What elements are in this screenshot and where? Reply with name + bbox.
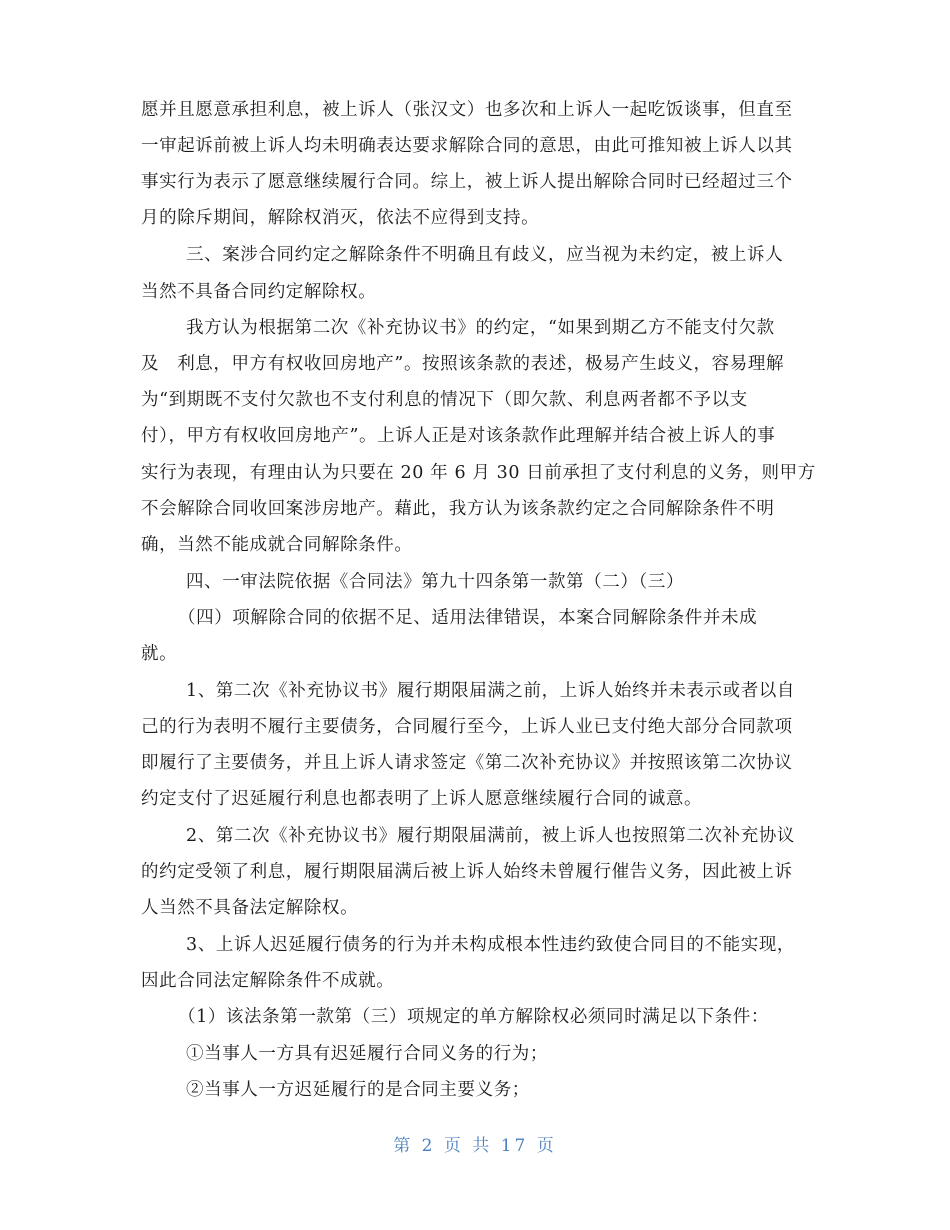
text-line: 四、一审法院依据《合同法》第九十四条第一款第（二）（三） [186, 572, 685, 592]
text-line: 实行为表现，有理由认为只要在 20 年 6 月 30 日前承担了支付利息的义务，则甲方 [141, 463, 816, 483]
text-line: ②当事人一方迟延履行的是合同主要义务； [186, 1080, 530, 1100]
text-line: 己的行为表明不履行主要债务，合同履行至今，上诉人业已支付绝大部分合同款项 [141, 717, 793, 737]
text-line: 付），甲方有权收回房地产”。上诉人正是对该条款作此理解并结合被上诉人的事 [141, 426, 776, 446]
text-line: 1、第二次《补充协议书》履行期限届满之前，上诉人始终并未表示或者以自 [186, 681, 796, 701]
text-line: 2、第二次《补充协议书》履行期限届满前，被上诉人也按照第二次补充协议 [186, 826, 796, 846]
text-line: 我方认为根据第二次《补充协议书》的约定，“如果到期乙方不能支付欠款 [186, 318, 775, 338]
text-line: 愿并且愿意承担利息，被上诉人（张汉文）也多次和上诉人一起吃饭谈事，但直至 [141, 100, 793, 120]
text-line: 3、上诉人迟延履行债务的行为并未构成根本性违约致使合同目的不能实现， [186, 935, 796, 955]
text-line: 一审起诉前被上诉人均未明确表达要求解除合同的意思，由此可推知被上诉人以其 [141, 136, 793, 156]
text-line: 不会解除合同收回案涉房地产。藉此，我方认为该条款约定之合同解除条件不明 [141, 499, 775, 519]
text-line: ①当事人一方具有迟延履行合同义务的行为； [186, 1044, 548, 1064]
text-line: 三、案涉合同约定之解除条件不明确且有歧义，应当视为未约定，被上诉人 [186, 245, 784, 265]
text-line: 人当然不具备法定解除权。 [141, 898, 359, 918]
text-line: （四）项解除合同的依据不足、适用法律错误，本案合同解除条件并未成 [178, 608, 758, 628]
text-line: 确，当然不能成就合同解除条件。 [141, 535, 413, 555]
text-line: 当然不具备合同约定解除权。 [141, 282, 377, 302]
text-line: 约定支付了迟延履行利息也都表明了上诉人愿意继续履行合同的诚意。 [141, 789, 703, 809]
text-line: 就。 [141, 644, 178, 664]
text-line: 月的除斥期间，解除权消灭，依法不应得到支持。 [141, 208, 540, 228]
text-line: 事实行为表示了愿意继续履行合同。综上，被上诉人提出解除合同时已经超过三个 [141, 172, 793, 192]
text-line: 及 利息，甲方有权收回房地产”。按照该条款的表述，极易产生歧义，容易理解 [141, 354, 785, 374]
text-line: 为“到期既不支付欠款也不支付利息的情况下（即欠款、利息两者都不予以支 [141, 390, 748, 410]
text-line: 的约定受领了利息，履行期限届满后被上诉人始终未曾履行催告义务，因此被上诉 [141, 862, 793, 882]
text-line: 即履行了主要债务，并且上诉人请求签定《第二次补充协议》并按照该第二次协议 [141, 753, 793, 773]
page-number-footer: 第 2 页 共 17 页 [393, 1136, 557, 1156]
text-line: （1）该法条第一款第（三）项规定的单方解除权必须同时满足以下条件： [178, 1007, 769, 1027]
text-line: 因此合同法定解除条件不成就。 [141, 971, 395, 991]
